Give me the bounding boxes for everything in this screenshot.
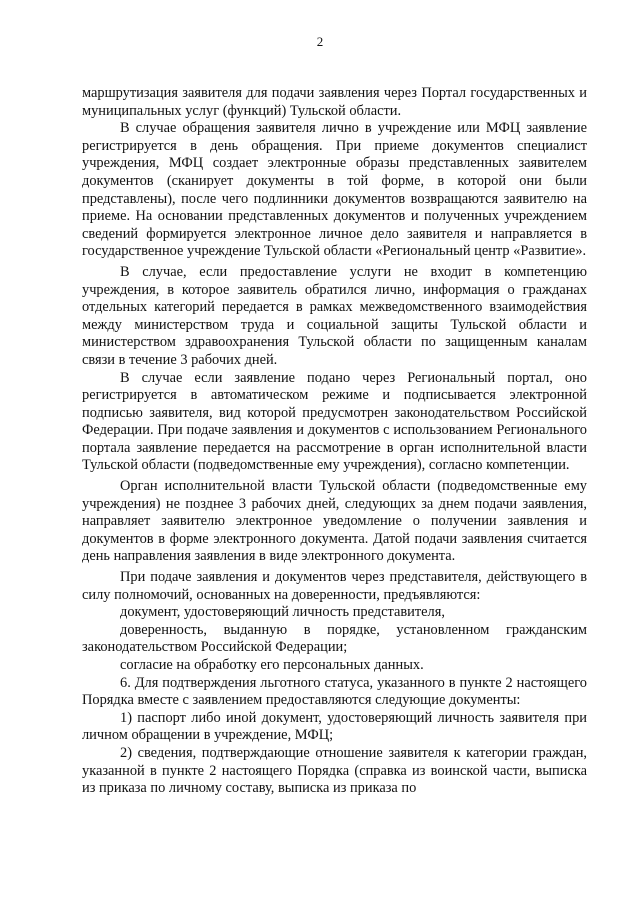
page-number: 2 [316,34,324,49]
list-item-consent: согласие на обработку его персональных данных. [120,657,424,673]
list-item-category-proof: 2) сведения, подтверждающие отношение заявителя к категории граждан, указанной в пункте 2 настоящего Порядка (справка из воинской части, выписка из приказа по личному составу, выписка из приказа по [82,744,587,797]
paragraph-routing: маршрутизация заявителя для подачи заявления через Портал государственных и муниципальных услуг (функций) Тульской области. [82,85,587,119]
document-body [82,85,587,798]
list-item-identity-document: документ, удостоверяющий личность представителя, [120,604,445,621]
paragraph-competence: В случае, если предоставление услуги не входит в компетенцию учреждения, в которое заявитель обратился лично, информация о гражданах отдельных категорий передается в рамках межведомственного взаимодействия между министерством труда и социальной защиты Тульской области и министерством здравоохранения Тульской области по защищенным каналам связи в течение 3 рабочих дней. [82,263,587,368]
paragraph-representative: При подаче заявления и документов через представителя, действующего в силу полномочий, основанных на доверенности, предъявляются: [82,569,587,603]
list-item-passport: 1) паспорт либо иной документ, удостоверяющий личность заявителя при личном обращении в учреждение, МФЦ; [82,709,587,744]
list-item-power-of-attorney: доверенность, выданную в порядке, установленном гражданским законодательством Российской Федерации; [82,621,587,656]
paragraph-section-6: 6. Для подтверждения льготного статуса, указанного в пункте 2 настоящего Порядка вместе с заявлением предоставляются следующие документы: [82,674,587,709]
paragraph-notification: Орган исполнительной власти Тульской области (подведомственные ему учреждения) не позднее 3 рабочих дней, следующих за днем подачи заявления, направляет заявителю электронное уведомление о получении заявления и документов в форме электронного документа. Датой подачи заявления считается день направления заявления в виде электронного документа. [82,478,587,565]
paragraph-personal-visit: В случае обращения заявителя лично в учреждение или МФЦ заявление регистрируется в день обращения. При приеме документов специалист учреждения, МФЦ создает электронные образы представленных заявителем документов (сканирует документы в той форме, в которой они были представлены), после чего подлинники документов возвращаются заявителю на приеме. На основании представленных документов и полученных учреждением сведений формируется электронное личное дело заявителя и направляется в государственное учреждение Тульской области «Региональный центр «Развитие». [82,120,587,260]
paragraph-regional-portal: В случае если заявление подано через Региональный портал, оно регистрируется в автоматическом режиме и подписывается электронной подписью заявителя, вид которой предусмотрен законодательством Российской Федерации. При подаче заявления и документов с использованием Регионального портала заявление передается на рассмотрение в орган исполнительной власти Тульской области (подведомственные ему учреждения), согласно компетенции. [82,369,587,474]
